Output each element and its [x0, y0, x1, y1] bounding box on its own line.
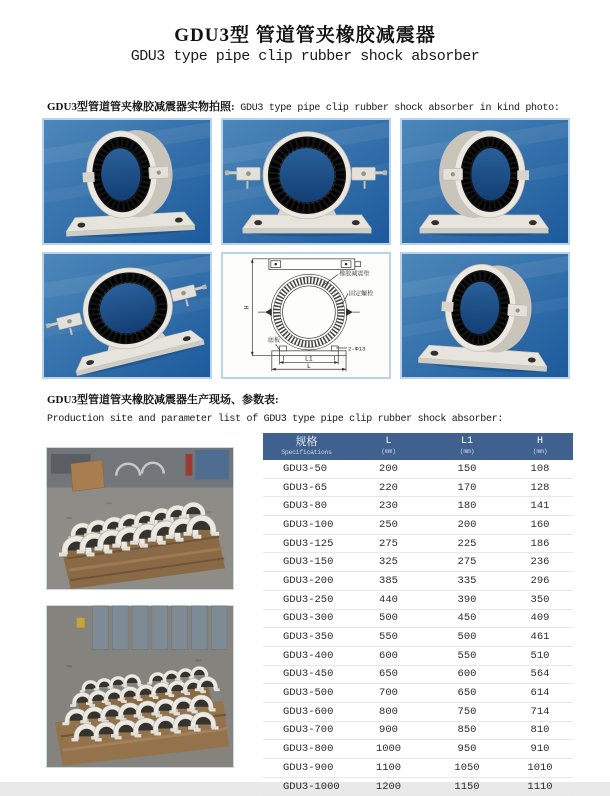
l-cell: 550: [379, 631, 398, 644]
h-cell: 1110: [527, 780, 553, 793]
l1-cell: 950: [457, 743, 477, 756]
table-row: [263, 740, 573, 759]
spec-cell: GDU3-65: [283, 481, 328, 494]
spec-cell: GDU3-1000: [283, 780, 340, 793]
drawing-dim-l: L: [306, 362, 311, 370]
table-row: [263, 666, 573, 685]
h-cell: 409: [530, 612, 550, 625]
l1-cell: 225: [457, 537, 477, 550]
drawing-label-fixing-bolt: 固定螺栓: [348, 291, 374, 298]
spec-table-body: [263, 460, 573, 796]
l1-cell: 650: [457, 687, 477, 700]
l-cell: 440: [379, 593, 398, 606]
spec-cell: GDU3-200: [283, 574, 334, 587]
dimension-drawing: [223, 254, 389, 377]
header-h-unit: (mm): [532, 448, 548, 456]
l1-cell: 200: [457, 518, 477, 531]
l1-cell: 1150: [454, 780, 480, 793]
product-photo-4: [42, 252, 212, 379]
drawing-label-base-plate: 底板: [267, 338, 280, 345]
production-photo-pallet-clamps: [47, 448, 233, 589]
header-col-l1: [427, 433, 507, 460]
spec-table-header: [263, 433, 573, 460]
l-cell: 385: [379, 574, 398, 587]
spec-cell: GDU3-500: [283, 687, 334, 700]
spec-cell: GDU3-50: [283, 462, 328, 475]
l-cell: 900: [379, 724, 398, 737]
production-caption-en-text: Production site and parameter list of GDU3 type pipe clip rubber shock absorber:: [47, 414, 504, 425]
h-cell: 461: [530, 631, 550, 644]
l1-cell: 750: [457, 705, 477, 718]
l-cell: 325: [379, 556, 398, 569]
production-site-photo-1: [46, 447, 234, 590]
product-photo-1: [42, 118, 212, 245]
l1-cell: 180: [457, 500, 477, 513]
h-cell: 141: [530, 500, 550, 513]
header-spec-en: Specifications: [281, 448, 332, 456]
table-row: [263, 460, 573, 479]
spec-cell: GDU3-100: [283, 518, 334, 531]
l1-cell: 390: [457, 593, 477, 606]
l1-cell: 335: [457, 574, 477, 587]
spec-cell: GDU3-150: [283, 556, 334, 569]
l-cell: 230: [379, 500, 398, 513]
table-row: [263, 628, 573, 647]
spec-cell: GDU3-700: [283, 724, 334, 737]
l1-cell: 450: [457, 612, 477, 625]
spec-cell: GDU3-350: [283, 631, 334, 644]
spec-cell: GDU3-450: [283, 668, 334, 681]
h-cell: 910: [530, 743, 550, 756]
header-spec-zh: 规格: [295, 435, 318, 448]
photo-caption-zh: GDU3型管道管夹橡胶减震器实物拍照:: [47, 101, 235, 113]
table-row: [263, 553, 573, 572]
spec-cell: GDU3-250: [283, 593, 334, 606]
l-cell: 275: [379, 537, 398, 550]
l1-cell: 500: [457, 631, 477, 644]
photo-section-caption: [47, 97, 560, 115]
production-site-photo-2: [46, 605, 234, 768]
pipe-clamp-photo-front: [223, 120, 389, 243]
header-spec: [263, 433, 350, 460]
l-cell: 220: [379, 481, 398, 494]
l1-cell: 170: [457, 481, 477, 494]
l1-cell: 550: [457, 649, 477, 662]
table-row: [263, 722, 573, 741]
table-row: [263, 535, 573, 554]
table-row: [263, 591, 573, 610]
pipe-clamp-photo-tilt-left: [44, 120, 210, 243]
l1-cell: 275: [457, 556, 477, 569]
drawing-dim-h: H: [243, 305, 251, 310]
l-cell: 650: [379, 668, 398, 681]
product-photo-6: [400, 252, 570, 379]
production-caption-zh-text: GDU3型管道管夹橡胶减震器生产现场、参数表:: [47, 394, 279, 406]
h-cell: 564: [530, 668, 550, 681]
header-col-h: [507, 433, 573, 460]
spec-cell: GDU3-800: [283, 743, 334, 756]
table-row: [263, 479, 573, 498]
h-cell: 186: [530, 537, 550, 550]
l1-cell: 150: [457, 462, 477, 475]
h-cell: 296: [530, 574, 550, 587]
h-cell: 236: [530, 556, 550, 569]
production-caption-en: [47, 408, 503, 426]
pipe-clamp-photo-iso: [402, 254, 568, 377]
technical-drawing: [221, 252, 391, 379]
l-cell: 800: [379, 705, 398, 718]
table-row: [263, 778, 573, 796]
header-l-unit: (mm): [381, 448, 396, 456]
drawing-dim-l1: L1: [305, 355, 313, 363]
table-row: [263, 516, 573, 535]
h-cell: 714: [530, 705, 550, 718]
header-l1-label: L1: [460, 436, 473, 448]
spec-cell: GDU3-80: [283, 500, 328, 513]
table-row: [263, 610, 573, 629]
spec-cell: GDU3-125: [283, 537, 334, 550]
spec-cell: GDU3-300: [283, 612, 334, 625]
table-row: [263, 759, 573, 778]
spec-table: [263, 433, 573, 796]
table-row: [263, 647, 573, 666]
table-row: [263, 497, 573, 516]
header-h-label: H: [536, 436, 543, 448]
production-caption-zh: [47, 390, 279, 408]
table-row: [263, 684, 573, 703]
drawing-label-holes: 2-Φ13: [347, 345, 366, 353]
l-cell: 1000: [375, 743, 402, 756]
production-photo-pallet-rows: [47, 606, 233, 767]
header-col-l: [350, 433, 427, 460]
product-photo-grid: [42, 118, 570, 379]
l-cell: 700: [379, 687, 398, 700]
h-cell: 614: [530, 687, 550, 700]
page-title-en: GDU3 type pipe clip rubber shock absorber: [130, 48, 480, 65]
l1-cell: 850: [457, 724, 477, 737]
spec-cell: GDU3-600: [283, 705, 334, 718]
header-l1-unit: (mm): [459, 448, 475, 456]
l-cell: 200: [379, 462, 398, 475]
l1-cell: 1050: [454, 761, 480, 774]
h-cell: 810: [530, 724, 550, 737]
spec-cell: GDU3-400: [283, 649, 334, 662]
h-cell: 160: [530, 518, 550, 531]
l-cell: 1100: [375, 761, 402, 774]
l-cell: 1200: [375, 780, 402, 793]
h-cell: 128: [530, 481, 550, 494]
table-row: [263, 703, 573, 722]
h-cell: 1010: [527, 761, 553, 774]
l-cell: 250: [379, 518, 398, 531]
spec-cell: GDU3-900: [283, 761, 334, 774]
h-cell: 350: [530, 593, 550, 606]
header-l-label: L: [385, 436, 392, 448]
table-row: [263, 572, 573, 591]
h-cell: 510: [530, 649, 550, 662]
l-cell: 600: [379, 649, 398, 662]
h-cell: 108: [530, 462, 550, 475]
page-title-zh: GDU3型 管道管夹橡胶减震器: [174, 25, 436, 46]
pipe-clamp-photo-tilt-right: [402, 120, 568, 243]
photo-caption-en: GDU3 type pipe clip rubber shock absorber in kind photo:: [234, 103, 560, 114]
product-photo-2: [221, 118, 391, 245]
pipe-clamp-photo-lying: [44, 254, 210, 377]
l1-cell: 600: [457, 668, 477, 681]
drawing-label-rubber-pad: 橡胶减震垫: [339, 271, 370, 278]
product-photo-3: [400, 118, 570, 245]
l-cell: 500: [379, 612, 398, 625]
